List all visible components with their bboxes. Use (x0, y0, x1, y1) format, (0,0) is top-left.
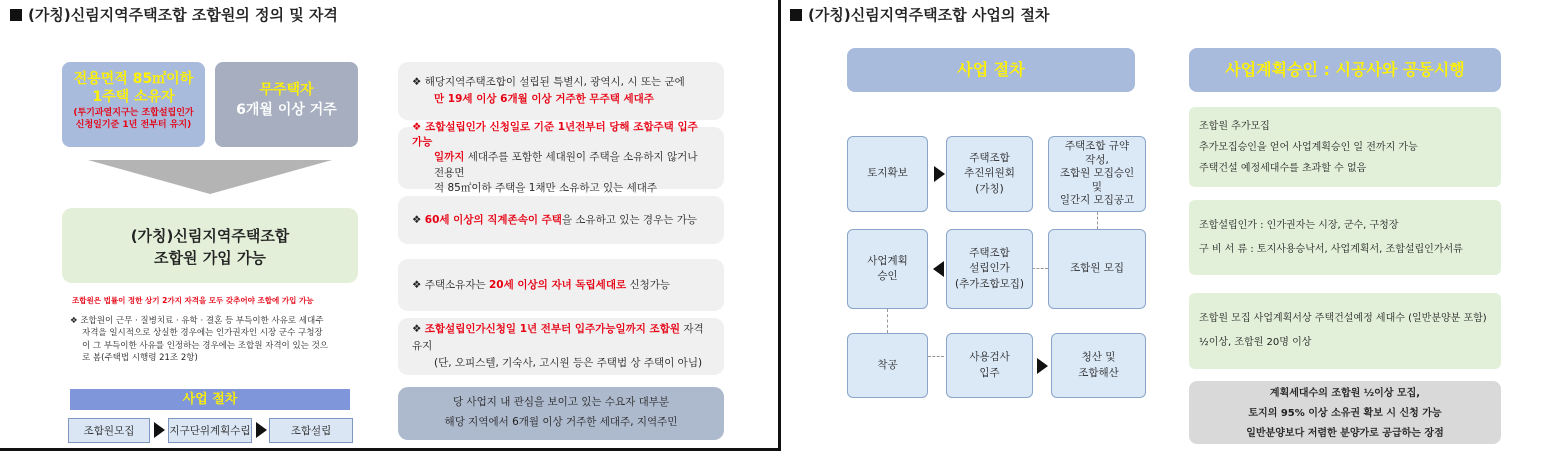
right-panel-title: (가칭)신림지역주택조합 사업의 절차 (790, 4, 1050, 25)
info-additional-recruit: 조합원 추가모집 추가모집승인을 얻어 사업계획승인 일 전까지 가능 주택건설 예정세대수를 초과할 수 없음 (1189, 107, 1501, 187)
qualification-box-residence (215, 62, 358, 147)
demand-note-box (398, 387, 724, 440)
qualification-ownership-line2: 1주택 소유자 (92, 89, 175, 106)
qualification-note-2: ❖ 조합설립인가 신청일로 기준 1년전부터 당해 조합주택 입주 가능 일까지 세대주를 포함한 세대원이 주택을 소유하지 않거나 전용면 적 85㎡이하 주택을 1채만 소유하고 있는 세대주 (398, 127, 724, 189)
membership-eligible-line1: (가칭)신림지역주택조합 (130, 227, 290, 245)
info-recruit-requirement: 조합원 모집 사업계획서상 주택건설예정 세대수 (일반분양분 포함) ½이상, 조합원 20명 이상 (1189, 293, 1501, 369)
procedure-title-bar (70, 389, 350, 410)
membership-eligible-box (62, 208, 358, 283)
connector-line (928, 356, 944, 357)
exception-note (70, 315, 375, 364)
down-arrow-icon (88, 160, 332, 194)
procedure-header: 사업 절차 (847, 48, 1135, 92)
exception-note-line2: 자격을 일시적으로 상실한 경우에는 인가권자인 시장 군수 구청장 (82, 328, 323, 339)
procedure-title: 사업 절차 (182, 392, 238, 407)
flow-committee: 주택조합 추진위원회 (가칭) (946, 136, 1033, 212)
connector-line (1032, 268, 1048, 269)
left-panel-title: (가칭)신림지역주택조합 조합원의 정의 및 자격 (10, 4, 338, 25)
arrow-right-icon (934, 166, 945, 182)
qualification-box-ownership (62, 62, 205, 147)
step-district-plan: 지구단위계획수립 (168, 418, 252, 443)
flow-construction: 착공 (847, 333, 928, 398)
summary-line3: 일반분양보다 저렴한 분양가로 공급하는 장점 (1246, 428, 1444, 439)
qualification-residence-line1: 무주택자 (259, 82, 314, 98)
qualification-ownership-line1: 전용면적 85㎡이하 (73, 71, 194, 87)
arrow-left-icon (933, 261, 944, 277)
exception-note-line3: 이 그 부득이한 사유를 인정하는 경우에는 조합원 자격이 있는 것으 (82, 340, 329, 351)
arrow-right-icon (256, 422, 267, 438)
qualification-note-5: ❖ 조합설립인가신청일 1년 전부터 입주가능일까지 조합원 자격유지 (단, 오피스텔, 기숙사, 고시원 등은 주택법 상 주택이 아님) (398, 318, 724, 375)
flow-occupancy: 사용검사 입주 (946, 333, 1033, 398)
qualification-residence-line2: 6개월 이상 거주 (236, 102, 337, 119)
qualification-note-3: ❖ 60세 이상의 직계존속이 주택을 소유하고 있는 경우는 가능 (398, 196, 724, 244)
qualification-ownership-note1: (투기과열지구는 조합설립인가 (73, 108, 194, 119)
flow-member-recruit: 조합원 모집 (1048, 229, 1146, 309)
square-bullet-icon (790, 9, 802, 21)
approval-header: 사업계획승인 : 시공사와 공동시행 (1189, 48, 1501, 92)
flow-liquidation: 청산 및 조합해산 (1051, 333, 1146, 398)
connector-line (1097, 212, 1098, 229)
membership-requirement-note: 조합원은 법률이 정한 상기 2가지 자격을 모두 갖추어야 조합에 가입 가능 (72, 296, 314, 305)
step-establish: 조합설립 (269, 418, 353, 443)
flow-land-acquisition: 토지확보 (847, 136, 928, 212)
flow-establish-approval: 주택조합 설립인가 (추가조합모집) (946, 229, 1033, 309)
info-establish-approval: 조합설립인가 : 인가권자는 시장, 군수, 구청장 구 비 서 류 : 토지사용승낙서, 사업계획서, 조합설립인가서류 (1189, 200, 1501, 275)
flow-rules-recruit-approval: 주택조합 규약 작성, 조합원 모집승인 및 일간지 모집공고 (1048, 136, 1146, 212)
arrow-right-icon (154, 422, 165, 438)
demand-note-line1: 당 사업지 내 관심을 보이고 있는 수요자 대부분 (452, 396, 670, 408)
summary-line2: 토지의 95% 이상 소유권 확보 시 신청 가능 (1248, 408, 1442, 419)
demand-note-line2: 해당 지역에서 6개월 이상 거주한 세대주, 지역주민 (444, 415, 678, 428)
connector-line (887, 309, 888, 333)
qualification-note-4: ❖ 주택소유자는 20세 이상의 자녀 독립세대로 신청가능 (398, 259, 724, 311)
summary-box (1189, 381, 1501, 444)
qualification-ownership-note2: 신청일기준 1년 전부터 유지) (75, 120, 192, 131)
qualification-note-1: ❖ 해당지역주택조합이 설립된 특별시, 광역시, 시 또는 군에 만 19세 이상 6개월 이상 거주한 무주택 세대주 (398, 62, 724, 120)
step-member-recruit: 조합원모집 (68, 418, 150, 443)
exception-note-line4: 로 봄(주택법 시행령 21조 2항) (82, 352, 198, 363)
flow-plan-approval: 사업계획 승인 (847, 229, 928, 309)
square-bullet-icon (10, 9, 22, 21)
summary-line1: 계획세대수의 조합원 ½이상 모집, (1269, 388, 1421, 399)
exception-note-line1: ❖ 조합원이 근무 · 질병치료 · 유학 · 결혼 등 부득이한 사유로 세대주 (70, 316, 324, 326)
arrow-right-icon (1037, 358, 1048, 374)
membership-eligible-line2: 조합원 가입 가능 (154, 248, 266, 267)
